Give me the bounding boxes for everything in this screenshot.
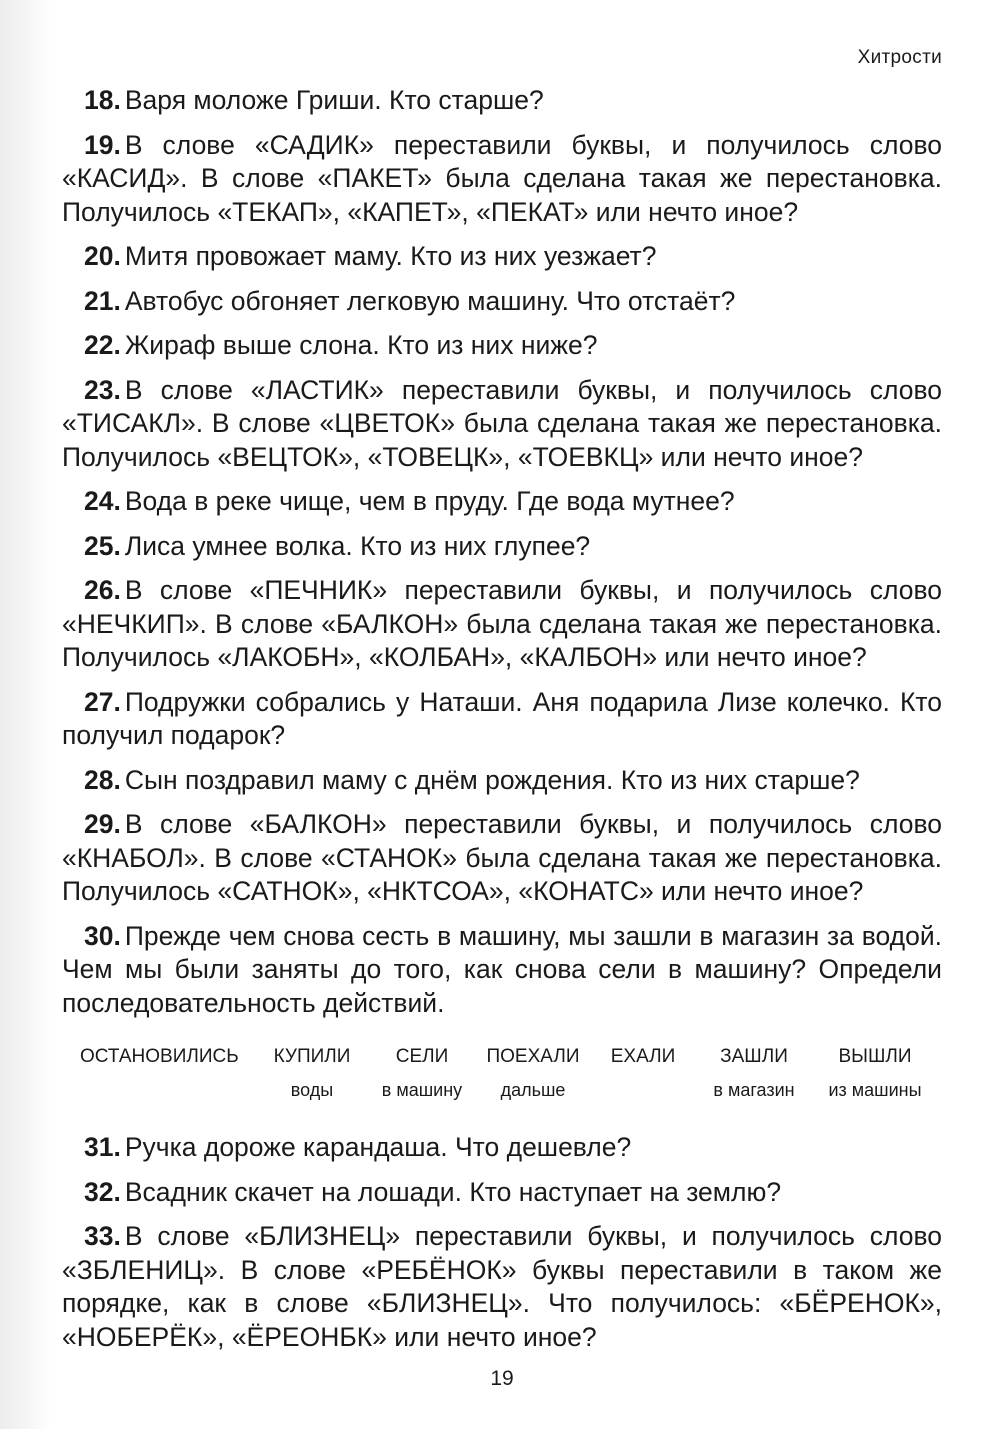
task-text: Сын поздравил маму с днём рождения. Кто из них старше? [124,764,860,795]
task-text: Жираф выше слона. Кто из них ниже? [124,330,598,360]
action-detail: в машину [381,1080,463,1100]
task-number: 24. [84,486,121,516]
task-30 [62,920,942,1021]
task-number: 27. [84,686,121,717]
task-number: 28. [84,764,121,795]
action-got-out-of-car [822,1045,928,1102]
task-text: Вода в реке чище, чем в пруду. Где вода мутнее? [124,486,735,516]
task-24 [62,485,942,519]
task-number: 32. [84,1176,121,1207]
task-number: 23. [84,374,121,405]
action-bought-water [272,1045,352,1102]
task-number: 21. [84,285,121,316]
action-detail: из машины [828,1080,922,1100]
task-23 [62,374,942,475]
task-29 [62,808,942,909]
page-content [62,84,942,1365]
task-text: В слове «БАЛКОН» переставили буквы, и получилось слово «КНАБОЛ». В слове «СТАНОК» была сделана такая же перестановка. Получилось «САТНОК», «НКТСОА», «КОНАТС» или нечто иное? [62,809,942,906]
action-drove-on [486,1045,580,1102]
action-word: ПОЕХАЛИ [486,1046,580,1067]
task-27 [62,686,942,753]
task-text: Варя моложе Гриши. Кто старше? [124,85,544,115]
task-number: 31. [84,1132,121,1162]
task-number: 30. [84,920,121,951]
task-25 [62,530,942,564]
task-text: Лиса умнее волка. Кто из них глупее? [124,530,591,561]
task-text: Ручка дороже карандаша. Что дешевле? [124,1132,632,1162]
task-22 [62,329,942,363]
page-number: 19 [490,1367,514,1390]
task-number: 19. [84,129,121,160]
action-options [62,1045,942,1115]
task-text: Подружки собрались у Наташи. Аня подарила Лизе колечко. Кто получил подарок? [62,686,942,750]
task-number: 26. [84,575,121,605]
task-number: 33. [84,1221,121,1251]
task-32 [62,1176,942,1210]
task-33 [62,1220,942,1354]
action-were-driving [608,1045,678,1078]
action-word: ЕХАЛИ [610,1046,676,1067]
action-word: ЗАШЛИ [720,1046,788,1067]
task-number: 18. [84,85,121,115]
task-20 [62,240,942,274]
task-number: 20. [84,241,121,271]
running-header: Хитрости [857,47,942,68]
task-number: 25. [84,530,121,561]
task-19 [62,129,942,230]
action-detail: в магазин [713,1080,795,1100]
action-detail: дальше [500,1080,566,1100]
task-number: 29. [84,809,121,839]
task-text: В слове «ЛАСТИК» переставили буквы, и получилось слово «ТИСАКЛ». В слове «ЦВЕТОК» была сделана такая же перестановка. Получилось «ВЕЦТОК», «ТОВЕЦК», «ТОЕВКЦ» или нечто иное? [62,374,942,472]
task-text: Всадник скачет на лошади. Кто наступает на землю? [124,1176,782,1207]
action-word: КУПИЛИ [273,1046,351,1067]
task-18 [62,84,942,118]
action-word: ОСТАНОВИЛИСЬ [80,1046,239,1067]
task-31 [62,1131,942,1165]
task-text: Митя провожает маму. Кто из них уезжает? [124,241,657,271]
task-text: Прежде чем снова сесть в машину, мы зашли в магазин за водой. Чем мы были заняты до того, как снова сели в машину? Определи последовательность действий. [62,920,942,1018]
task-28 [62,764,942,798]
action-got-in-car [374,1045,470,1102]
action-word: ВЫШЛИ [838,1046,912,1067]
action-went-into-shop [700,1045,808,1102]
task-21 [62,285,942,319]
book-page [62,0,942,1429]
action-detail: воды [290,1080,334,1100]
task-text: В слове «БЛИЗНЕЦ» переставили буквы, и получилось слово «ЗБЛЕНИЦ». В слове «РЕБЁНОК» буквы переставили в таком же порядке, как в слове «БЛИЗНЕЦ». Что получилось: «БЁРЕНОК», «НОБЕРЁК», «ЁРЕОНБК» или нечто иное? [62,1221,942,1352]
task-26 [62,574,942,675]
task-text: В слове «САДИК» переставили буквы, и получилось слово «КАСИД». В слове «ПАКЕТ» была сделана такая же перестановка. Получилось «ТЕКАП», «КАПЕТ», «ПЕКАТ» или нечто иное? [62,129,942,227]
task-text: Автобус обгоняет легковую машину. Что отстаёт? [124,285,736,316]
page-edge-shadow [0,0,52,1429]
action-word: СЕЛИ [395,1046,449,1067]
task-text: В слове «ПЕЧНИК» переставили буквы, и получилось слово «НЕЧКИП». В слове «БАЛКОН» была сделана такая же перестановка. Получилось «ЛАКОБН», «КОЛБАН», «КАЛБОН» или нечто иное? [62,575,942,672]
task-number: 22. [84,330,121,360]
action-stopped [80,1045,239,1078]
